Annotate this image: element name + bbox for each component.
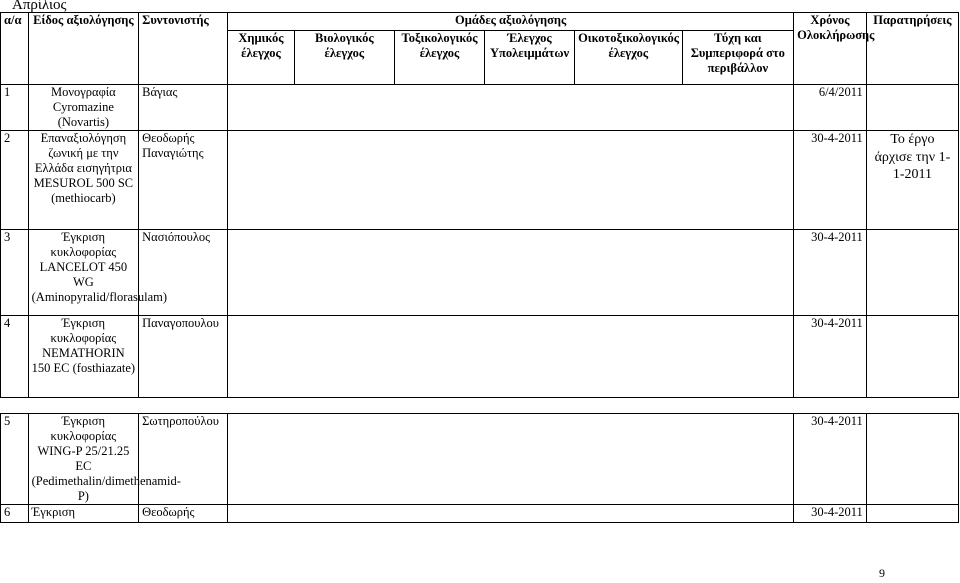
header-type: Είδος αξιολόγησης bbox=[28, 13, 139, 85]
row-coordinator: Σωτηροπούλου bbox=[139, 414, 228, 505]
row-description: Έγκριση κυκλοφορίας NEMATHORIN 150 EC (fosthiazate) bbox=[28, 316, 139, 398]
header-aa: α/α bbox=[1, 13, 29, 85]
row-date: 30-4-2011 bbox=[794, 230, 867, 316]
table-row bbox=[1, 85, 959, 131]
table-row bbox=[1, 316, 959, 398]
table-row bbox=[1, 505, 959, 523]
header-remarks: Παρατηρήσεις bbox=[866, 13, 958, 85]
subheader-ecotox: Οικοτοξικολογικός έλεγχος bbox=[575, 31, 682, 85]
header-completion: Χρόνος Ολοκλήρωσης bbox=[794, 13, 867, 85]
row-coordinator: Θεοδωρής Παναγιώτης bbox=[139, 131, 228, 230]
row-description: Επαναξιολόγηση ζωνική με την Ελλάδα εισηγήτρια MESUROL 500 SC (methiocarb) bbox=[28, 131, 139, 230]
row-coordinator: Θεοδωρής bbox=[139, 505, 228, 523]
subheader-residues: Έλεγχος Υπολειμμάτων bbox=[485, 31, 575, 85]
row-date: 30-4-2011 bbox=[794, 505, 867, 523]
row-number: 4 bbox=[1, 316, 29, 398]
row-number: 6 bbox=[1, 505, 29, 523]
row-date: 30-4-2011 bbox=[794, 131, 867, 230]
row-number: 1 bbox=[1, 85, 29, 131]
table-row bbox=[1, 414, 959, 505]
subheader-chemical: Χημικός έλεγχος bbox=[228, 31, 295, 85]
row-coordinator: Παναγοπουλου bbox=[139, 316, 228, 398]
row-date: 30-4-2011 bbox=[794, 316, 867, 398]
subheader-toxicological: Τοξικολογικός έλεγχος bbox=[394, 31, 484, 85]
row-number: 3 bbox=[1, 230, 29, 316]
row-date: 30-4-2011 bbox=[794, 414, 867, 505]
row-note: Το έργο άρχισε την 1-1-2011 bbox=[866, 131, 958, 230]
subheader-biological: Βιολογικός έλεγχος bbox=[294, 31, 394, 85]
row-description: Μονογραφία Cyromazine (Novartis) bbox=[28, 85, 139, 131]
evaluation-table bbox=[0, 12, 959, 523]
row-number: 5 bbox=[1, 414, 29, 505]
row-description: Έγκριση bbox=[28, 505, 139, 523]
row-coordinator: Νασιόπουλος bbox=[139, 230, 228, 316]
row-coordinator: Βάγιας bbox=[139, 85, 228, 131]
row-number: 2 bbox=[1, 131, 29, 230]
header-groups: Ομάδες αξιολόγησης bbox=[228, 13, 794, 31]
page-number: 9 bbox=[879, 566, 885, 580]
header-coordinator: Συντονιστής bbox=[139, 13, 228, 85]
row-description: Έγκριση κυκλοφορίας WING-P 25/21.25 EC (Pedimethalin/dimethenamid-P) bbox=[28, 414, 139, 505]
page-heading: Απρίλιος bbox=[12, 0, 67, 13]
table-row bbox=[1, 230, 959, 316]
row-description: Έγκριση κυκλοφορίας LANCELOT 450 WG (Aminopyralid/florasulam) bbox=[28, 230, 139, 316]
row-date: 6/4/2011 bbox=[794, 85, 867, 131]
subheader-fate: Τύχη και Συμπεριφορά στο περιβάλλον bbox=[682, 31, 794, 85]
table-row bbox=[1, 131, 959, 230]
